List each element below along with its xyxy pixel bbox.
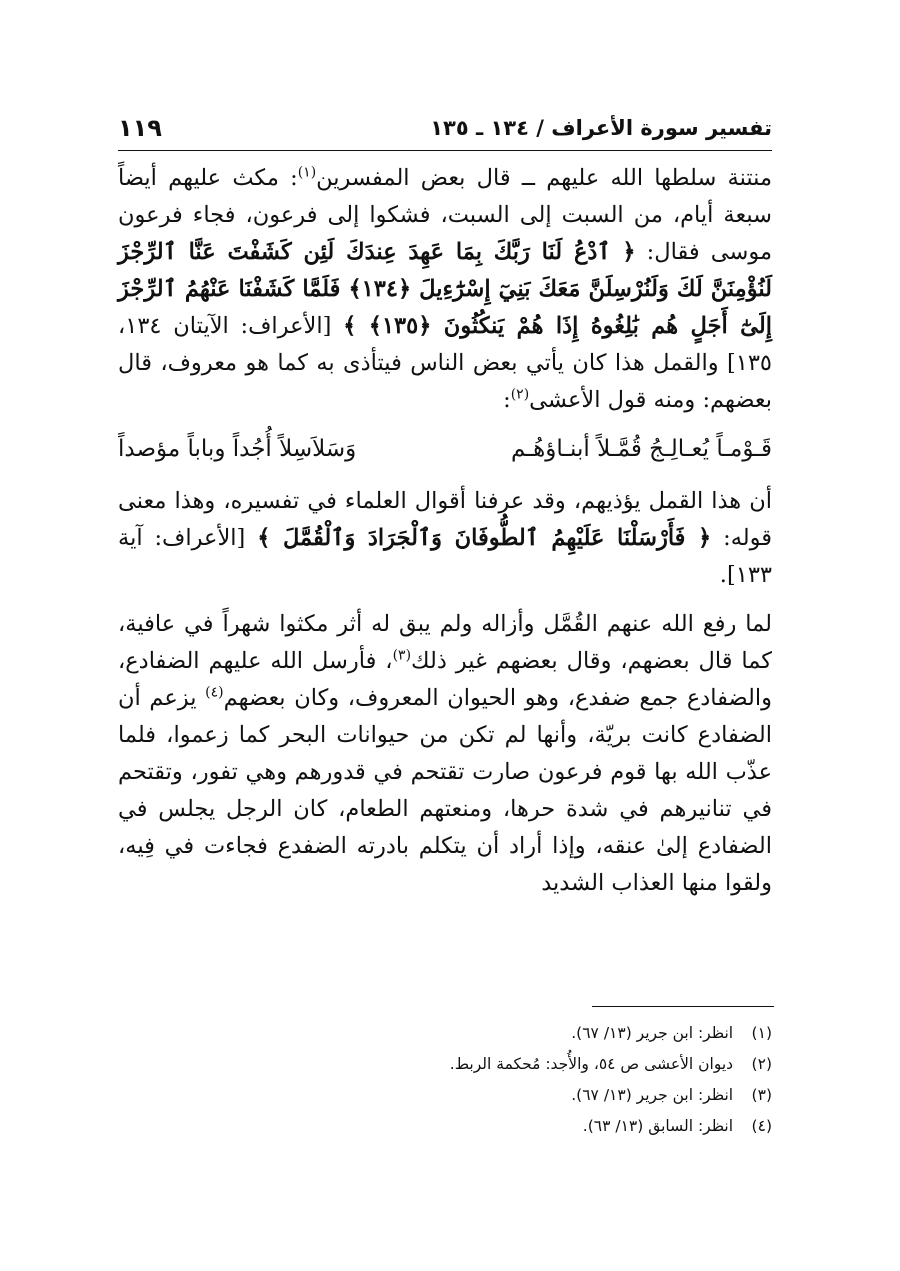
main-text (118, 160, 772, 902)
text-segment: ، فأرسل الله عليهم الضفادع، والضفادع جمع ضفدع، وهو الحيوان المعروف، وكان بعضهم (118, 648, 773, 711)
verse-second-hemistich: وَسَلاَسِلاً أُجُداً وباباً مؤصداً (118, 436, 357, 462)
page-header (118, 108, 772, 148)
footnote-number: (١) (751, 1024, 772, 1042)
paragraph-1 (118, 160, 772, 419)
paragraph-2 (118, 483, 772, 594)
page-number: ١١٩ (118, 114, 162, 142)
footnote-item (118, 1018, 772, 1049)
footnote-ref-1[interactable]: (١) (297, 164, 317, 181)
verse-first-hemistich: قَـوْمـاً يُعـالِـجُ قُمَّـلاً أبنـاؤهُـم (511, 436, 772, 462)
running-title: تفسير سورة الأعراف / ١٣٤ ـ ١٣٥ (430, 116, 772, 140)
footnote-item (118, 1111, 772, 1142)
text-segment: : (503, 387, 511, 413)
text-segment: منتنة سلطها الله عليهم ــ قال بعض المفسرين (316, 165, 772, 191)
text-segment: يزعم أن الضفادع كانت بريّة، وأنها لم تكن من حيوانات البحر كما زعموا، فلما عذّب الله بها قوم فرعون صارت تقتحم في قدورهم وهي تفور، وتقتحم في تنانيرهم في شدة حرها، ومنعتهم الطعام، كان الرجل يجلس في الضفادع إلىٰ عنقه، وإذا أراد أن يتكلم بادرته الضفدع فجاءت في فِيه، ولقوا منها العذاب الشديد (118, 685, 772, 896)
footnote-number: (٢) (751, 1055, 772, 1073)
footnote-item (118, 1080, 772, 1111)
poetry-verse (118, 429, 772, 469)
footnote-ref-2[interactable]: (٢) (510, 386, 530, 403)
header-divider (118, 150, 772, 151)
footnote-text: انظر: ابن جرير (١٣/ ٦٧). (571, 1024, 734, 1042)
text-segment: أن هذا القمل يؤذيهم، وقد عرفنا أقوال العلماء في تفسيره، وهذا معنى قوله: (118, 488, 772, 551)
footnotes (118, 1018, 772, 1142)
text-segment: : مكث عليهم أيضاً سبعة أيام، من السبت إلى السبت، فشكوا إلى فرعون، فجاء فرعون موسى فقال: (118, 165, 772, 265)
paragraph-3 (118, 606, 772, 902)
footnote-text: ديوان الأعشى ص ٥٤، والأُجد: مُحكمة الربط. (449, 1055, 734, 1073)
footnote-number: (٤) (751, 1117, 772, 1135)
quran-quote: ﴿ ٱدْعُ لَنَا رَبَّكَ بِمَا عَهِدَ عِندَكَ لَئِن كَشَفْتَ عَنَّا ٱلرِّجْزَ لَنُؤْمِنَنَّ لَكَ وَلَنُرْسِلَنَّ مَعَكَ بَنِيٓ إِسْرَٰٓءِيلَ ﴿١٣٤﴾ فَلَمَّا كَشَفْنَا عَنْهُمُ ٱلرِّجْزَ إِلَىٰٓ أَجَلٍ هُم بَٰلِغُوهُ إِذَا هُمْ يَنكُثُونَ ﴿١٣٥﴾ ﴾ (118, 239, 773, 339)
quran-quote: ﴿ فَأَرْسَلْنَا عَلَيْهِمُ ٱلطُّوفَانَ وَٱلْجَرَادَ وَٱلْقُمَّلَ ﴾ (257, 525, 712, 551)
text-segment: [الأعراف: الآيتان ١٣٤، ١٣٥] والقمل هذا كان يأتي بعض الناس فيتأذى به كما هو معروف، قال بعضهم: ومنه قول الأعشى (118, 313, 772, 413)
footnote-text: انظر: السابق (١٣/ ٦٣). (582, 1117, 734, 1135)
footnote-item (118, 1049, 772, 1080)
footnote-ref-4[interactable]: (٤) (205, 684, 224, 701)
footnote-number: (٣) (751, 1086, 772, 1104)
text-segment: لما رفع الله عنهم القُمَّل وأزاله ولم يبق له أثر مكثوا شهراً في عافية، كما قال بعضهم، وقال بعضهم غير ذلك (118, 611, 772, 674)
text-segment: [الأعراف: آية ١٣٣]. (118, 525, 772, 588)
footnote-divider (592, 1006, 774, 1007)
footnote-ref-3[interactable]: (٣) (392, 647, 412, 664)
footnote-text: انظر: ابن جرير (١٣/ ٦٧). (571, 1086, 734, 1104)
